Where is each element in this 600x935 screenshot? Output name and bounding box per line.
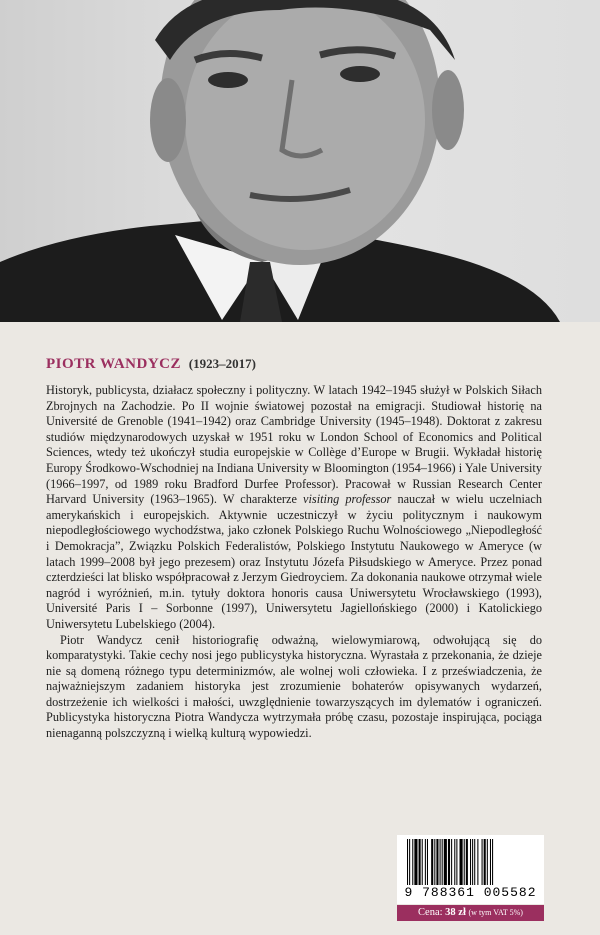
barcode-bars: [397, 835, 544, 885]
author-heading: [46, 355, 256, 373]
barcode-bar: [422, 839, 423, 885]
barcode-bar: [487, 839, 488, 885]
isbn-barcode: [397, 835, 544, 904]
barcode-bar: [456, 839, 457, 885]
barcode-bar: [466, 839, 468, 885]
barcode-bar: [482, 839, 483, 885]
barcode-bar: [407, 839, 408, 885]
barcode-bar: [412, 839, 413, 885]
barcode-bar: [464, 839, 465, 885]
barcode-bar: [492, 839, 493, 885]
barcode-bar: [431, 839, 433, 885]
author-biography: [46, 383, 542, 742]
barcode-bar: [444, 839, 447, 885]
price-label: Cena:: [418, 907, 443, 918]
bio-emphasis: visiting professor: [303, 492, 392, 507]
barcode-bar: [419, 839, 421, 885]
barcode-bar: [434, 839, 435, 885]
barcode-bar: [470, 839, 471, 885]
barcode-bar: [440, 839, 441, 885]
barcode-bar: [490, 839, 491, 885]
barcode-bar: [442, 839, 443, 885]
barcode-bar: [451, 839, 452, 885]
bio-paragraph-1: [46, 383, 542, 633]
barcode-bar: [460, 839, 463, 885]
barcode-bar: [477, 839, 478, 885]
author-portrait: [0, 0, 600, 322]
author-years: (1923–2017): [188, 356, 256, 371]
price-amount: 38 zł: [445, 907, 466, 918]
barcode-bar: [425, 839, 426, 885]
author-name: PIOTR WANDYCZ: [46, 356, 181, 372]
barcode-bar: [484, 839, 486, 885]
barcode-bar: [427, 839, 428, 885]
price-tag: [397, 905, 544, 921]
barcode-bar: [448, 839, 450, 885]
barcode-bar: [409, 839, 410, 885]
barcode-bar: [436, 839, 438, 885]
bio-text: Historyk, publicysta, działacz społeczny i polityczny. W latach 1942–1945 służył w Polskich Siłach Zbrojnych na Zachodzie. Po II wojnie światowej pozostał na emigracji. Studiował historię na Université de Grenoble (1941–1942) oraz Cambridge University (1945–1948). Doktorat z zakresu studiów międzynarodowych uzyskał w 1951 roku w London School of Economics and Political Sciences, wtedy też ukończył studia europejskie w Collège d’Europe w Brugii. Wykładał historię Europy Środkowo-Wschodniej na Indiana University w Bloomington (1954–1966) i Yale University (1966–1997, od 1989 roku Bradford Durfee Professor). Pracował w Russian Research Center Harvard University (1963–1965). W charakterze: [46, 383, 542, 507]
barcode-bar: [414, 839, 417, 885]
barcode-bar: [474, 839, 475, 885]
author-photo: [0, 0, 600, 322]
price-vat: (w tym VAT 5%): [468, 908, 523, 917]
bio-paragraph-2: Piotr Wandycz cenił historiografię odważną, wielowymiarową, odwołującą się do komparatystyki. Takie cechy nosi jego publicystyka historyczna. Wyrastała z przekonania, że dzieje nie są domeną różnego typu determinizmów, ale wolnej woli człowieka. I z przeświadczenia, że najważniejszym zadaniem historyka jest zrozumienie bohaterów opisywanych wydarzeń, dostrzeżenie ich wielkości i małości, uwzględnienie towarzyszących im dylematów i ograniczeń. Publicystyka historyczna Piotra Wandycza wytrzymała próbę czasu, pozostaje inspirująca, pociąga nienaganną polszczyzną i wielką kulturą wypowiedzi.: [46, 632, 542, 741]
bio-text: nauczał w wielu uczelniach amerykańskich i europejskich. Aktywnie uczestniczył w życiu politycznym i naukowym niepodległościowego wychodźstwa, jako członek Polskiego Ruchu Wolnościowego „Niepodległość i Demokracja”, Związku Polskich Federalistów, Polskiego Instytutu Naukowego w Ameryce (w latach 1999–2008 był jego prezesem) oraz Instytutu Józefa Piłsudskiego w Ameryce. Przez ponad czterdzieści lat blisko współpracował z Jerzym Giedroyciem. Za dokonania naukowe otrzymał wiele nagród i wyróżnień, m.in. tytuły doktora honoris causa Uniwersytetu Wrocławskiego (1993), Université Paris I – Sorbonne (1997), Uniwersytetu Jagiellońskiego (2000) i Katolickiego Uniwersytetu Lubelskiego (2004).: [46, 492, 542, 631]
barcode-digits: 9 788361 005582: [404, 885, 537, 900]
barcode-bar: [454, 839, 455, 885]
barcode-bar: [472, 839, 473, 885]
